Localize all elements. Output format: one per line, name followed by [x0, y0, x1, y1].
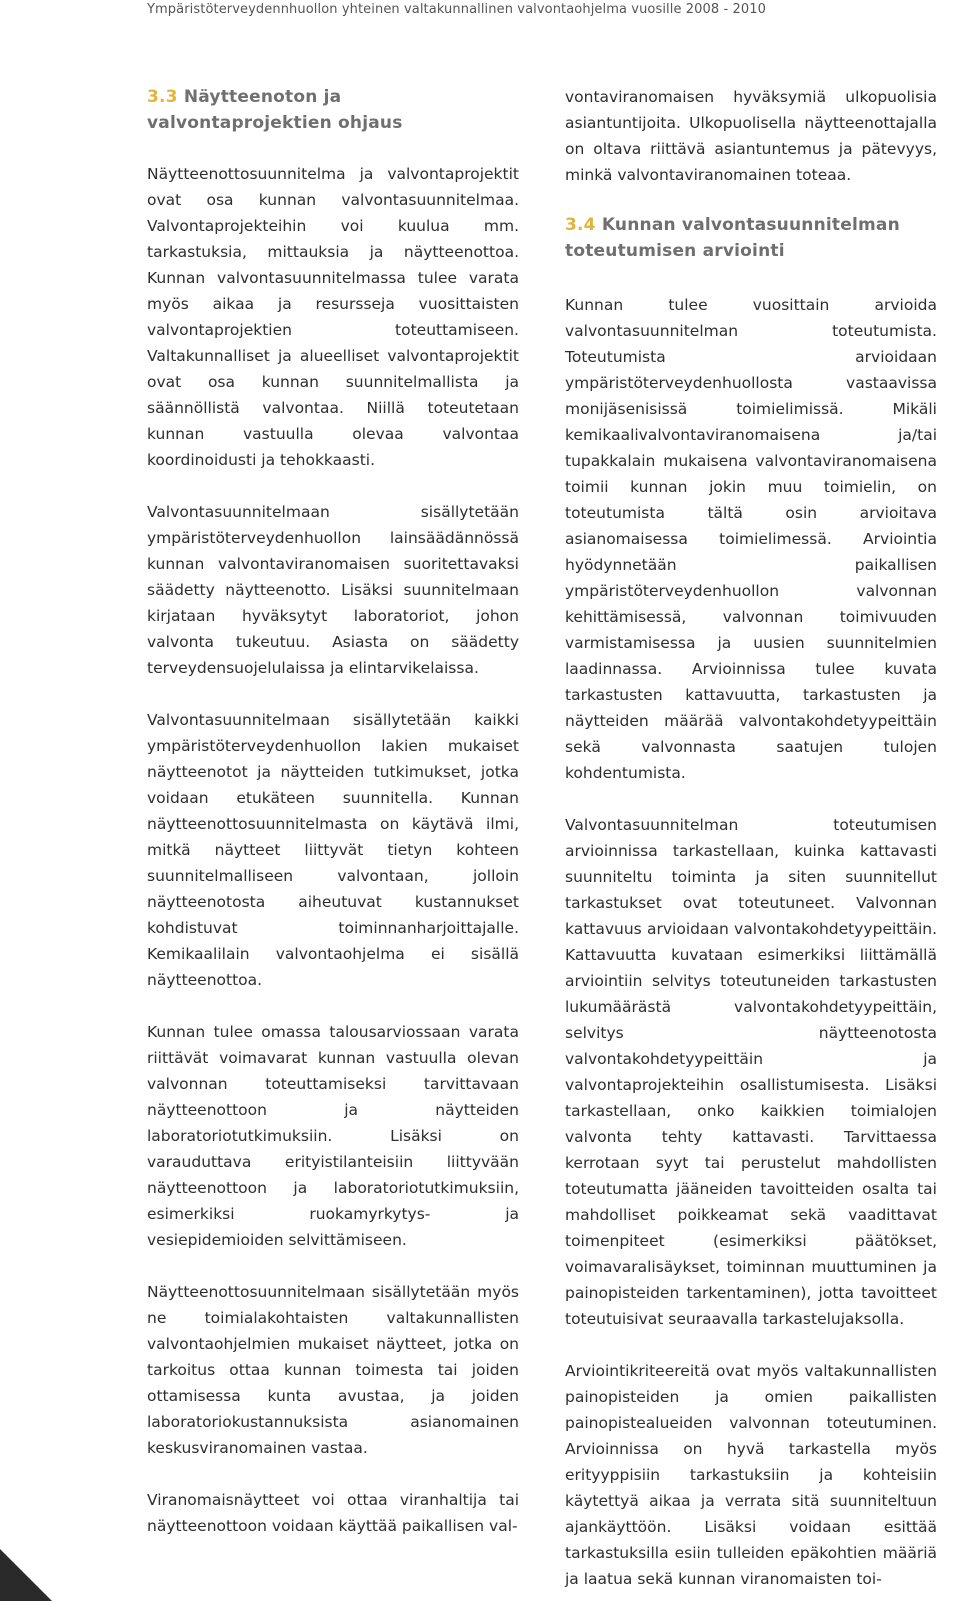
right-column	[565, 84, 937, 1592]
paragraph: Valvontasuunnitelmaan sisällytetään ympäristöterveydenhuollon lainsäädännössä kunnan valvontaviranomaisen suoritettavaksi säädetty näytteenotto. Lisäksi suunnitelmaan kirjataan hyväksytyt laboratoriot, johon valvonta tukeutuu. Asiasta on säädetty terveydensuojelulaissa ja elintarvikelaissa.	[147, 503, 519, 677]
paragraph: Näytteenottosuunnitelmaan sisällytetään myös ne toimialakohtaisten valtakunnallisten valvontaohjelmien mukaiset näytteet, jotka on tarkoitus ottaa kunnan toimesta tai joiden ottamisessa kunta avustaa, ja joiden laboratoriokustannuksista asianomainen keskusviranomainen vastaa.	[147, 1283, 519, 1457]
paragraph: Valvontasuunnitelmaan sisällytetään kaikki ympäristöterveydenhuollon lakien mukaiset näytteenotot ja näytteiden tutkimukset, jotka voidaan etukäteen suunnitella. Kunnan näytteenottosuunnitelmasta on käytävä ilmi, mitkä näytteet liittyvät tietyn kohteen suunnitelmalliseen valvontaan, jolloin näytteenotosta aiheutuvat kustannukset kohdistuvat toiminnanharjoittajalle. Kemikaalilain valvontaohjelma ei sisällä näytteenottoa.	[147, 711, 519, 989]
paragraph: Näytteenottosuunnitelma ja valvontaprojektit ovat osa kunnan valvontasuunnitelmaa. Valvontaprojekteihin voi kuulua mm. tarkastuksia, mittauksia ja näytteenottoa. Kunnan valvontasuunnitelmassa tulee varata myös aikaa ja resursseja vuosittaisten valvontaprojektien toteuttamiseen. Valtakunnalliset ja alueelliset valvontaprojektit ovat osa kunnan suunnitelmallista ja säännöllistä valvontaa. Niillä toteutetaan kunnan vastuulla olevaa valvontaa koordinoidusti ja tehokkaasti.	[147, 165, 519, 469]
paragraph: Arviointikriteereitä ovat myös valtakunnallisten painopisteiden ja omien paikallisten painopistealueiden valvonnan toteutuminen. Arvioinnissa on hyvä tarkastella myös erityyppisiin tarkastuksiin ja kohteisiin käytettyä aikaa ja verrata sitä suunniteltuun ajankäyttöön. Lisäksi voidaan esittää tarkastuksilla esiin tulleiden epäkohtien määriä ja laatua sekä kunnan viranomaisten toi-	[565, 1362, 937, 1588]
paragraph: Valvontasuunnitelman toteutumisen arvioinnissa tarkastellaan, kuinka kattavasti suunniteltu toiminta ja siten suunnitellut tarkastukset ovat toteutuneet. Valvonnan kattavuus arvioidaan valvontakohdetyypeittäin. Kattavuutta kuvataan esimerkiksi liittämällä arviointiin selvitys toteutuneiden tarkastusten lukumäärästä valvontakohdetyypeittäin, selvitys näytteenotosta valvontakohdetyypeittäin ja valvontaprojekteihin osallistumisesta. Lisäksi tarkastellaan, onko kaikkien toimialojen valvonta tehty kattavasti. Tarvittaessa kerrotaan syyt tai perustelut mahdollisten toteutumatta jääneiden tavoitteiden osalta tai mahdolliset poikkeamat sekä vaadittavat toimenpiteet (esimerkiksi päätökset, voimavaralisäykset, toiminnan muuttuminen ja painopisteiden tarkentaminen), jotta tavoitteet toteutuisivat seuraavalla tarkastelujaksolla.	[565, 816, 937, 1328]
running-header: Ympäristöterveydennhuollon yhteinen valtakunnallinen valvontaohjelma vuosille 2008 - 2010	[147, 2, 767, 17]
left-column	[147, 84, 519, 1539]
paragraph: Kunnan tulee omassa talousarviossaan varata riittävät voimavarat kunnan vastuulla olevan valvonnan toteuttamiseksi tarvittavaan näytteenottoon ja näytteiden laboratoriotutkimuksiin. Lisäksi on varauduttava erityistilanteisiin liittyvään näytteenottoon ja laboratoriotutkimuksiin, esimerkiksi ruokamyrkytys- ja vesiepidemioiden selvittämiseen.	[147, 1023, 519, 1249]
section-title: Näytteenoton ja valvontaprojektien ohjaus	[147, 87, 403, 133]
paragraph: Kunnan tulee vuosittain arvioida valvontasuunnitelman toteutumista. Toteutumista arvioidaan ympäristöterveydenhuollosta vastaavissa monijäsenisissä toimielimissä. Mikäli kemikaalivalvontaviranomaisena ja/tai tupakkalain mukaisena valvontaviranomaisena toimii kunnan jokin muu toimielin, on toteutumista tältä osin arvioitava asianomaisessa toimielimessä. Arviointia hyödynnetään paikallisen ympäristöterveydenhuollon valvonnan kehittämisessä, valvonnan toimivuuden varmistamisessa ja uusien suunnitelmien laadinnassa. Arvioinnissa tulee kuvata tarkastusten kattavuutta, tarkastusten ja näytteiden määrää valvontakohdetyypeittäin sekä valvonnasta saatujen tulojen kohdentumista.	[565, 296, 937, 782]
page-number: 18	[22, 1536, 41, 1551]
section-number: 3.3	[147, 87, 178, 107]
section-number: 3.4	[565, 215, 596, 235]
paragraph: Viranomaisnäytteet voi ottaa viranhaltija tai näytteenottoon voidaan käyttää paikallisen val-	[147, 1491, 519, 1535]
section-heading-3-4	[565, 212, 937, 264]
section-heading-3-3	[147, 84, 519, 136]
page-corner-marker	[0, 1549, 52, 1601]
corner-triangle	[0, 1549, 52, 1601]
section-title: Kunnan valvontasuunnitelman toteutumisen arviointi	[565, 215, 900, 261]
paragraph-continued: vontaviranomaisen hyväksymiä ulkopuolisia asiantuntijoita. Ulkopuolisella näytteenottajalla on oltava riittävä asiantuntemus ja pätevyys, minkä valvontaviranomainen toteaa.	[565, 88, 937, 184]
